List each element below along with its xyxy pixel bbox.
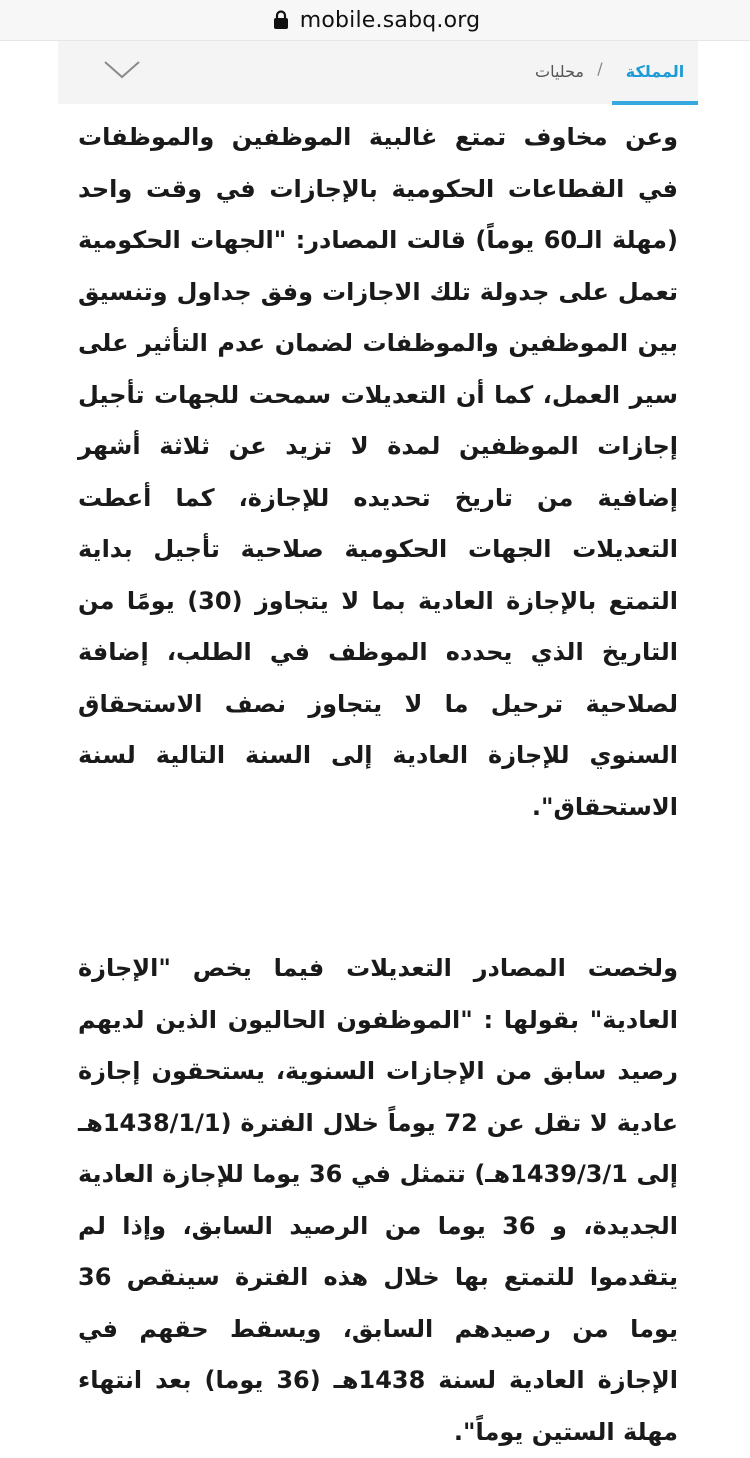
tab-kingdom[interactable]	[612, 41, 698, 105]
article-paragraph-1: وعن مخاوف تمتع غالبية الموظفين والموظفات في القطاعات الحكومية بالإجازات في وقت واحد (مهلة الـ60 يوماً) قالت المصادر: "الجهات الحكومية تعمل على جدولة تلك الاجازات وفق جداول وتنسيق بين الموظفين والموظفات لضمان عدم التأثير على سير العمل، كما أن التعديلات سمحت للجهات تأجيل إجازات الموظفين لمدة لا تزيد عن ثلاثة أشهر إضافية من تاريخ تحديده للإجازة، كما أعطت التعديلات الجهات الحكومية صلاحية تأجيل بداية التمتع بالإجازة العادية بما لا يتجاوز (30) يومًا من التاريخ الذي يحدده الموظف في الطلب، إضافة لصلاحية ترحيل ما لا يتجاوز نصف الاستحقاق السنوي للإجازة العادية إلى السنة التالية لسنة الاستحقاق".	[78, 123, 678, 821]
breadcrumb-separator: /	[597, 59, 603, 78]
lock-icon	[270, 9, 292, 31]
article-paragraph-2: ولخصت المصادر التعديلات فيما يخص "الإجازة العادية" بقولها : "الموظفون الحاليون الذين لديهم رصيد سابق من الإجازات السنوية، يستحقون إجازة عادية لا تقل عن 72 يوماً خلال الفترة (1438/1/1هـ إلى 1439/3/1هـ) تتمثل في 36 يوما للإجازة العادية الجديدة، و 36 يوما من الرصيد السابق، وإذا لم يتقدموا للتمتع بها خلال هذه الفترة سينقص 36 يوما من رصيدهم السابق، ويسقط حقهم في الإجازة العادية لسنة 1438هـ (36 يوما) بعد انتهاء مهلة الستين يوماً".	[78, 954, 679, 1446]
tab-kingdom-label: المملكة	[625, 61, 685, 81]
browser-address-bar[interactable]	[0, 0, 750, 41]
tab-local[interactable]: محليات	[535, 61, 584, 81]
browser-url: mobile.sabq.org	[299, 7, 481, 33]
chevron-down-icon[interactable]	[102, 57, 142, 83]
section-nav-bar	[58, 41, 698, 104]
paragraph-spacer	[78, 833, 678, 943]
article-body	[78, 112, 678, 1458]
